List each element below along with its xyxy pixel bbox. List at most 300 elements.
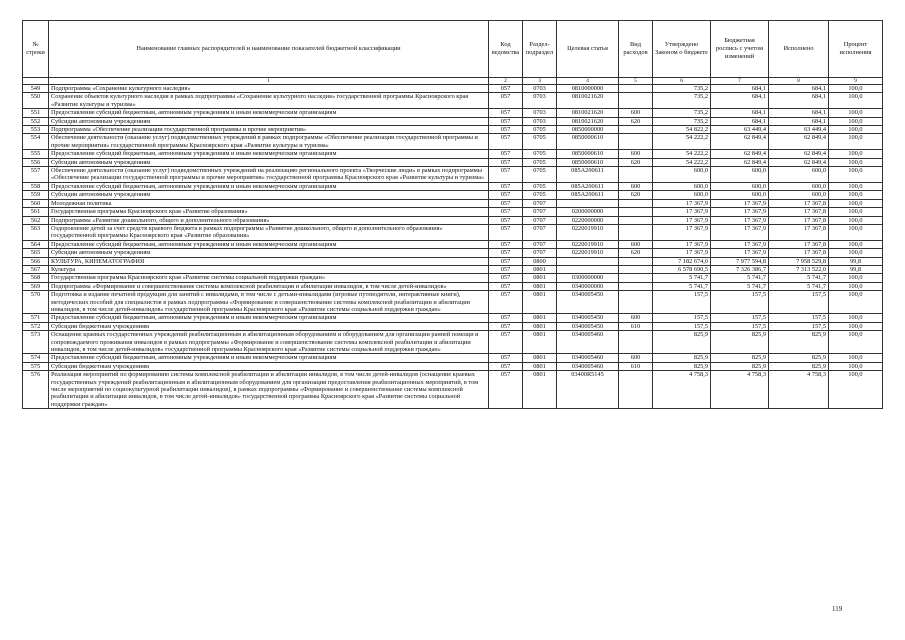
table-row — [23, 314, 883, 322]
cell-name: Субсидии автономным учреждениям — [49, 158, 489, 166]
header-pct: Процент исполнения — [829, 21, 883, 78]
table-row — [23, 134, 883, 150]
cell-cs — [557, 199, 619, 207]
cell-vr: 600 — [619, 182, 653, 190]
cell-isp: 157,5 — [769, 322, 829, 330]
table-row — [23, 93, 883, 109]
cell-ros: 157,5 — [711, 291, 769, 314]
header-name: Наименование главных распорядителей и наименование показателей бюджетной классификации — [49, 21, 489, 78]
cell-utv: 735,2 — [653, 93, 711, 109]
cell-utv: 5 741,7 — [653, 282, 711, 290]
cell-ved: 057 — [489, 224, 523, 240]
cell-no: 573 — [23, 331, 49, 354]
cell-vr: 600 — [619, 240, 653, 248]
cell-ros: 17 367,9 — [711, 224, 769, 240]
cell-vr — [619, 134, 653, 150]
cell-cs: 0340005460 — [557, 354, 619, 362]
cell-ved: 057 — [489, 240, 523, 248]
cell-utv: 600,0 — [653, 191, 711, 199]
cell-cs: 0850000610 — [557, 150, 619, 158]
cell-pct: 100,0 — [829, 150, 883, 158]
col-num: 1 — [49, 78, 489, 85]
cell-pct: 99,8 — [829, 265, 883, 273]
table-row — [23, 224, 883, 240]
cell-ros: 5 741,7 — [711, 282, 769, 290]
cell-no: 554 — [23, 134, 49, 150]
cell-cs: 0340005460 — [557, 362, 619, 370]
table-row — [23, 331, 883, 354]
cell-isp: 5 741,7 — [769, 282, 829, 290]
cell-utv: 54 222,2 — [653, 158, 711, 166]
cell-ved: 057 — [489, 208, 523, 216]
cell-ros: 600,0 — [711, 167, 769, 183]
cell-ved: 057 — [489, 158, 523, 166]
cell-cs — [557, 257, 619, 265]
cell-utv: 7 182 674,0 — [653, 257, 711, 265]
cell-utv: 17 367,9 — [653, 240, 711, 248]
cell-name: Обеспечение деятельности (оказание услуг) подведомственных учреждений на реализацию регионального проекта «Творческие люди» в рамках подпрограммы «Обеспечение реализации государственной программы и прочие мероприятия» государственной программы Красноярского края «Развитие культуры и туризма» — [49, 167, 489, 183]
col-num — [23, 78, 49, 85]
cell-no: 561 — [23, 208, 49, 216]
cell-isp: 600,0 — [769, 167, 829, 183]
cell-ved: 057 — [489, 354, 523, 362]
cell-utv: 157,5 — [653, 314, 711, 322]
cell-ros: 62 849,4 — [711, 158, 769, 166]
cell-utv: 157,5 — [653, 322, 711, 330]
cell-cs: 085A200611 — [557, 191, 619, 199]
table-row — [23, 282, 883, 290]
table-row — [23, 362, 883, 370]
header-statya: Целевая статья — [557, 21, 619, 78]
cell-utv: 5 741,7 — [653, 274, 711, 282]
cell-cs: 085A200611 — [557, 167, 619, 183]
page-number: 119 — [832, 605, 843, 613]
cell-name: Культура — [49, 265, 489, 273]
cell-no: 571 — [23, 314, 49, 322]
cell-rz: 0801 — [523, 314, 557, 322]
table-row — [23, 322, 883, 330]
cell-rz: 0705 — [523, 158, 557, 166]
cell-rz: 0705 — [523, 126, 557, 134]
cell-vr: 600 — [619, 109, 653, 117]
cell-isp: 62 849,4 — [769, 150, 829, 158]
cell-ved: 057 — [489, 167, 523, 183]
cell-rz: 0705 — [523, 182, 557, 190]
cell-vr — [619, 216, 653, 224]
cell-ros: 157,5 — [711, 314, 769, 322]
table-row — [23, 291, 883, 314]
cell-cs: 0850000000 — [557, 126, 619, 134]
cell-cs: 0810021620 — [557, 109, 619, 117]
cell-rz: 0801 — [523, 331, 557, 354]
cell-ros: 17 367,9 — [711, 216, 769, 224]
col-num: 5 — [619, 78, 653, 85]
cell-ros: 17 367,9 — [711, 208, 769, 216]
table-header — [23, 21, 883, 78]
table-row — [23, 167, 883, 183]
cell-rz: 0800 — [523, 257, 557, 265]
cell-vr — [619, 167, 653, 183]
header-rospis: Бюджетная роспись с учетом изменений — [711, 21, 769, 78]
cell-ved: 057 — [489, 291, 523, 314]
cell-name: Субсидии автономным учреждениям — [49, 249, 489, 257]
cell-ros: 62 849,4 — [711, 134, 769, 150]
cell-pct: 100,0 — [829, 314, 883, 322]
cell-vr — [619, 224, 653, 240]
cell-vr — [619, 208, 653, 216]
cell-vr — [619, 282, 653, 290]
cell-rz: 0801 — [523, 354, 557, 362]
table-row — [23, 191, 883, 199]
header-utv: Утверждено Законом о бюджете — [653, 21, 711, 78]
cell-no: 563 — [23, 224, 49, 240]
table-row — [23, 117, 883, 125]
cell-name: Оснащение краевых государственных учреждений реабилитационным и абилитационным оборудованием и оборудованием для организации ранней помощи и сопровождаемого проживания инвалидов в рамках подпрограммы «Формирование и совершенствование системы комплексной реабилитации и абилитации инвалидов, в том числе детей-инвалидов» государственной программы Красноярского края «Развитие системы социальной поддержки граждан» — [49, 331, 489, 354]
cell-ved: 057 — [489, 126, 523, 134]
cell-rz: 0703 — [523, 85, 557, 93]
col-num: 8 — [769, 78, 829, 85]
cell-no: 553 — [23, 126, 49, 134]
cell-cs: 0220019910 — [557, 249, 619, 257]
table-row — [23, 216, 883, 224]
table-row — [23, 182, 883, 190]
cell-isp: 62 849,4 — [769, 134, 829, 150]
cell-utv: 54 822,2 — [653, 126, 711, 134]
cell-isp: 17 367,8 — [769, 249, 829, 257]
cell-cs: 0810021620 — [557, 93, 619, 109]
cell-pct: 100,0 — [829, 126, 883, 134]
cell-ros: 600,0 — [711, 191, 769, 199]
cell-name: КУЛЬТУРА, КИНЕМАТОГРАФИЯ — [49, 257, 489, 265]
cell-pct: 100,0 — [829, 362, 883, 370]
cell-vr: 620 — [619, 117, 653, 125]
cell-utv: 4 758,3 — [653, 371, 711, 409]
cell-no: 564 — [23, 240, 49, 248]
cell-rz: 0801 — [523, 291, 557, 314]
cell-ros: 17 367,9 — [711, 249, 769, 257]
cell-ros: 684,1 — [711, 85, 769, 93]
cell-utv: 17 367,9 — [653, 208, 711, 216]
table-row — [23, 240, 883, 248]
cell-vr: 610 — [619, 322, 653, 330]
cell-utv: 825,9 — [653, 354, 711, 362]
cell-rz: 0801 — [523, 274, 557, 282]
cell-isp: 157,5 — [769, 314, 829, 322]
cell-ros: 684,1 — [711, 109, 769, 117]
cell-isp: 17 367,8 — [769, 240, 829, 248]
cell-vr: 610 — [619, 362, 653, 370]
cell-vr — [619, 331, 653, 354]
cell-name: Субсидии бюджетным учреждениям — [49, 362, 489, 370]
cell-no: 556 — [23, 158, 49, 166]
cell-rz: 0707 — [523, 199, 557, 207]
cell-utv: 6 578 690,5 — [653, 265, 711, 273]
cell-utv: 17 367,9 — [653, 249, 711, 257]
cell-name: Подготовка и издание печатной продукции для занятий с инвалидами, в том числе с детьми-инвалидами (игровые путеводители, интерактивные книги), методических пособий для специалистов в рамках подпрограммы «Формирование и совершенствование системы комплексной реабилитации и абилитации инвалидов, в том числе детей-инвалидов» государственной программы Красноярского края «Развитие системы социальной поддержки граждан» — [49, 291, 489, 314]
cell-rz: 0707 — [523, 224, 557, 240]
cell-name: Субсидии бюджетным учреждениям — [49, 322, 489, 330]
cell-cs: 0810021620 — [557, 117, 619, 125]
cell-pct: 100,0 — [829, 240, 883, 248]
cell-ros: 684,1 — [711, 93, 769, 109]
cell-no: 550 — [23, 93, 49, 109]
cell-ros: 825,9 — [711, 354, 769, 362]
cell-rz: 0705 — [523, 134, 557, 150]
cell-ved: 057 — [489, 331, 523, 354]
cell-cs: 0850000610 — [557, 158, 619, 166]
table-row — [23, 274, 883, 282]
cell-rz: 0707 — [523, 208, 557, 216]
cell-name: Подпрограмма «Формирование и совершенствование системы комплексной реабилитации и абилитации инвалидов, в том числе детей-инвалидов» — [49, 282, 489, 290]
cell-rz: 0705 — [523, 167, 557, 183]
cell-pct: 100,0 — [829, 274, 883, 282]
cell-no: 575 — [23, 362, 49, 370]
cell-pct: 99,8 — [829, 257, 883, 265]
cell-pct: 100,0 — [829, 282, 883, 290]
cell-rz: 0705 — [523, 150, 557, 158]
cell-pct: 100,0 — [829, 322, 883, 330]
cell-ved: 057 — [489, 150, 523, 158]
cell-rz: 0801 — [523, 282, 557, 290]
cell-pct: 100,0 — [829, 199, 883, 207]
cell-isp: 684,1 — [769, 93, 829, 109]
cell-ros: 5 741,7 — [711, 274, 769, 282]
cell-cs: 0300000000 — [557, 274, 619, 282]
cell-utv: 54 222,2 — [653, 150, 711, 158]
cell-ved: 057 — [489, 182, 523, 190]
cell-ros: 600,0 — [711, 182, 769, 190]
cell-ros: 62 849,4 — [711, 150, 769, 158]
table-row — [23, 85, 883, 93]
cell-ros: 63 449,4 — [711, 126, 769, 134]
table-row — [23, 257, 883, 265]
cell-cs: 0340005450 — [557, 291, 619, 314]
cell-rz: 0703 — [523, 93, 557, 109]
cell-ved: 057 — [489, 282, 523, 290]
cell-utv: 54 222,2 — [653, 134, 711, 150]
cell-name: Подпрограмма «Сохранение культурного наследия» — [49, 85, 489, 93]
cell-rz: 0703 — [523, 117, 557, 125]
cell-isp: 7 313 522,0 — [769, 265, 829, 273]
cell-vr: 620 — [619, 191, 653, 199]
cell-name: Подпрограмма «Развитие дошкольного, общего и дополнительного образования» — [49, 216, 489, 224]
cell-cs: 0220000000 — [557, 216, 619, 224]
cell-ved: 057 — [489, 249, 523, 257]
cell-name: Подпрограмма «Обеспечение реализации государственной программы и прочие мероприятия» — [49, 126, 489, 134]
cell-ros: 4 758,3 — [711, 371, 769, 409]
cell-no: 570 — [23, 291, 49, 314]
cell-name: Предоставление субсидий бюджетным, автономным учреждениям и иным некоммерческим организациям — [49, 314, 489, 322]
cell-no: 551 — [23, 109, 49, 117]
cell-no: 552 — [23, 117, 49, 125]
cell-pct: 100,0 — [829, 117, 883, 125]
table-row — [23, 265, 883, 273]
cell-utv: 735,2 — [653, 109, 711, 117]
cell-cs: 0220019910 — [557, 224, 619, 240]
cell-vr — [619, 199, 653, 207]
cell-pct: 100,0 — [829, 224, 883, 240]
cell-isp: 62 849,4 — [769, 158, 829, 166]
cell-name: Сохранение объектов культурного наследия в рамках подпрограммы «Сохранение культурного наследия» государственной программы Красноярского края «Развитие культуры и туризма» — [49, 93, 489, 109]
cell-name: Предоставление субсидий бюджетным, автономным учреждениям и иным некоммерческим организациям — [49, 240, 489, 248]
cell-name: Государственная программа Красноярского края «Развитие системы социальной поддержки граждан» — [49, 274, 489, 282]
cell-utv: 825,9 — [653, 331, 711, 354]
cell-ved: 057 — [489, 274, 523, 282]
cell-ved: 057 — [489, 117, 523, 125]
cell-pct: 100,0 — [829, 216, 883, 224]
cell-no: 559 — [23, 191, 49, 199]
cell-vr: 600 — [619, 314, 653, 322]
cell-cs: 03400R5145 — [557, 371, 619, 409]
cell-utv: 825,9 — [653, 362, 711, 370]
cell-name: Обеспечение деятельности (оказание услуг) подведомственных учреждений в рамках подпрограммы «Обеспечение реализации государственной программы и прочие мероприятия» государственной программы Красноярского края «Развитие культуры и туризма» — [49, 134, 489, 150]
cell-no: 572 — [23, 322, 49, 330]
cell-no: 558 — [23, 182, 49, 190]
cell-rz: 0703 — [523, 109, 557, 117]
table-row — [23, 354, 883, 362]
cell-rz: 0801 — [523, 322, 557, 330]
column-number-row — [23, 78, 883, 85]
cell-no: 560 — [23, 199, 49, 207]
cell-name: Предоставление субсидий бюджетным, автономным учреждениям и иным некоммерческим организациям — [49, 354, 489, 362]
cell-isp: 63 449,4 — [769, 126, 829, 134]
col-num: 6 — [653, 78, 711, 85]
cell-rz: 0707 — [523, 216, 557, 224]
cell-cs — [557, 265, 619, 273]
cell-ros: 17 367,9 — [711, 240, 769, 248]
table-row — [23, 109, 883, 117]
cell-ved: 057 — [489, 85, 523, 93]
cell-utv: 735,2 — [653, 117, 711, 125]
cell-utv: 17 367,9 — [653, 216, 711, 224]
budget-table — [22, 20, 883, 409]
cell-vr: 600 — [619, 150, 653, 158]
cell-pct: 100,0 — [829, 85, 883, 93]
col-num: 9 — [829, 78, 883, 85]
table-row — [23, 208, 883, 216]
cell-pct: 100,0 — [829, 371, 883, 409]
cell-isp: 7 958 529,8 — [769, 257, 829, 265]
cell-name: Предоставление субсидий бюджетным, автономным учреждениям и иным некоммерческим организациям — [49, 182, 489, 190]
header-vedomstvo: Код ведомства — [489, 21, 523, 78]
cell-vr: 620 — [619, 158, 653, 166]
cell-isp: 825,9 — [769, 354, 829, 362]
cell-pct: 100,0 — [829, 167, 883, 183]
cell-isp: 17 367,8 — [769, 216, 829, 224]
cell-no: 549 — [23, 85, 49, 93]
cell-isp: 17 367,8 — [769, 208, 829, 216]
cell-rz: 0707 — [523, 240, 557, 248]
cell-no: 562 — [23, 216, 49, 224]
cell-isp: 600,0 — [769, 182, 829, 190]
cell-ros: 17 367,9 — [711, 199, 769, 207]
cell-rz: 0801 — [523, 265, 557, 273]
cell-pct: 100,0 — [829, 354, 883, 362]
cell-ros: 157,5 — [711, 322, 769, 330]
cell-utv: 17 367,9 — [653, 224, 711, 240]
cell-vr — [619, 371, 653, 409]
cell-isp: 684,1 — [769, 117, 829, 125]
table-row — [23, 126, 883, 134]
cell-pct: 100,0 — [829, 134, 883, 150]
cell-cs: 085A200611 — [557, 182, 619, 190]
table-row — [23, 150, 883, 158]
cell-ros: 7 326 386,7 — [711, 265, 769, 273]
cell-rz: 0801 — [523, 362, 557, 370]
table-row — [23, 249, 883, 257]
cell-no: 565 — [23, 249, 49, 257]
cell-pct: 100,0 — [829, 182, 883, 190]
cell-name: Предоставление субсидий бюджетным, автономным учреждениям и иным некоммерческим организациям — [49, 150, 489, 158]
cell-ros: 825,9 — [711, 362, 769, 370]
cell-name: Субсидии автономным учреждениям — [49, 191, 489, 199]
header-isp: Исполнено — [769, 21, 829, 78]
cell-ved: 057 — [489, 257, 523, 265]
cell-vr — [619, 291, 653, 314]
cell-utv: 600,0 — [653, 182, 711, 190]
cell-isp: 17 367,8 — [769, 199, 829, 207]
cell-cs: 0340005450 — [557, 314, 619, 322]
cell-vr — [619, 85, 653, 93]
table-row — [23, 371, 883, 409]
cell-no: 574 — [23, 354, 49, 362]
cell-isp: 600,0 — [769, 191, 829, 199]
cell-utv: 17 367,9 — [653, 199, 711, 207]
cell-ved: 057 — [489, 93, 523, 109]
cell-vr — [619, 257, 653, 265]
cell-ved: 057 — [489, 199, 523, 207]
cell-utv: 735,2 — [653, 85, 711, 93]
cell-pct: 100,0 — [829, 109, 883, 117]
cell-cs: 0200000000 — [557, 208, 619, 216]
cell-ros: 7 977 594,8 — [711, 257, 769, 265]
cell-ros: 684,1 — [711, 117, 769, 125]
cell-pct: 100,0 — [829, 331, 883, 354]
cell-ved: 057 — [489, 216, 523, 224]
cell-isp: 825,9 — [769, 331, 829, 354]
cell-cs: 0810000000 — [557, 85, 619, 93]
cell-name: Государственная программа Красноярского края «Развитие образования» — [49, 208, 489, 216]
cell-utv: 157,5 — [653, 291, 711, 314]
cell-name: Молодежная политика — [49, 199, 489, 207]
cell-rz: 0705 — [523, 191, 557, 199]
cell-name: Реализация мероприятий по формированию системы комплексной реабилитации и абилитации инвалидов, в том числе детей-инвалидов (оснащение краевых государственных учреждений реабилитационным и абилитационным оборудованием для организации предоставления реабилитационных мероприятий, в том числе мероприятий по социокультурной реабилитации инвалидов), в рамках подпрограммы «Формирование и совершенствование системы комплексной реабилитации и абилитации инвалидов, в том числе детей-инвалидов» государственной программы Красноярского края «Развитие системы социальной поддержки граждан» — [49, 371, 489, 409]
col-num: 2 — [489, 78, 523, 85]
cell-cs: 0220019910 — [557, 240, 619, 248]
cell-ros: 825,9 — [711, 331, 769, 354]
cell-isp: 157,5 — [769, 291, 829, 314]
cell-isp: 4 758,3 — [769, 371, 829, 409]
table-row — [23, 199, 883, 207]
cell-vr — [619, 126, 653, 134]
header-razdel: Раздел-подраздел — [523, 21, 557, 78]
cell-no: 569 — [23, 282, 49, 290]
header-row-no: № строки — [23, 21, 49, 78]
col-num: 4 — [557, 78, 619, 85]
cell-rz: 0707 — [523, 249, 557, 257]
cell-pct: 100,0 — [829, 208, 883, 216]
header-vid: Вид расходов — [619, 21, 653, 78]
cell-pct: 100,0 — [829, 291, 883, 314]
cell-name: Предоставление субсидий бюджетным, автономным учреждениям и иным некоммерческим организациям — [49, 109, 489, 117]
cell-cs: 0340005460 — [557, 331, 619, 354]
cell-ved: 057 — [489, 314, 523, 322]
cell-no: 568 — [23, 274, 49, 282]
cell-ved: 057 — [489, 362, 523, 370]
cell-vr: 600 — [619, 354, 653, 362]
cell-rz: 0801 — [523, 371, 557, 409]
table-row — [23, 158, 883, 166]
